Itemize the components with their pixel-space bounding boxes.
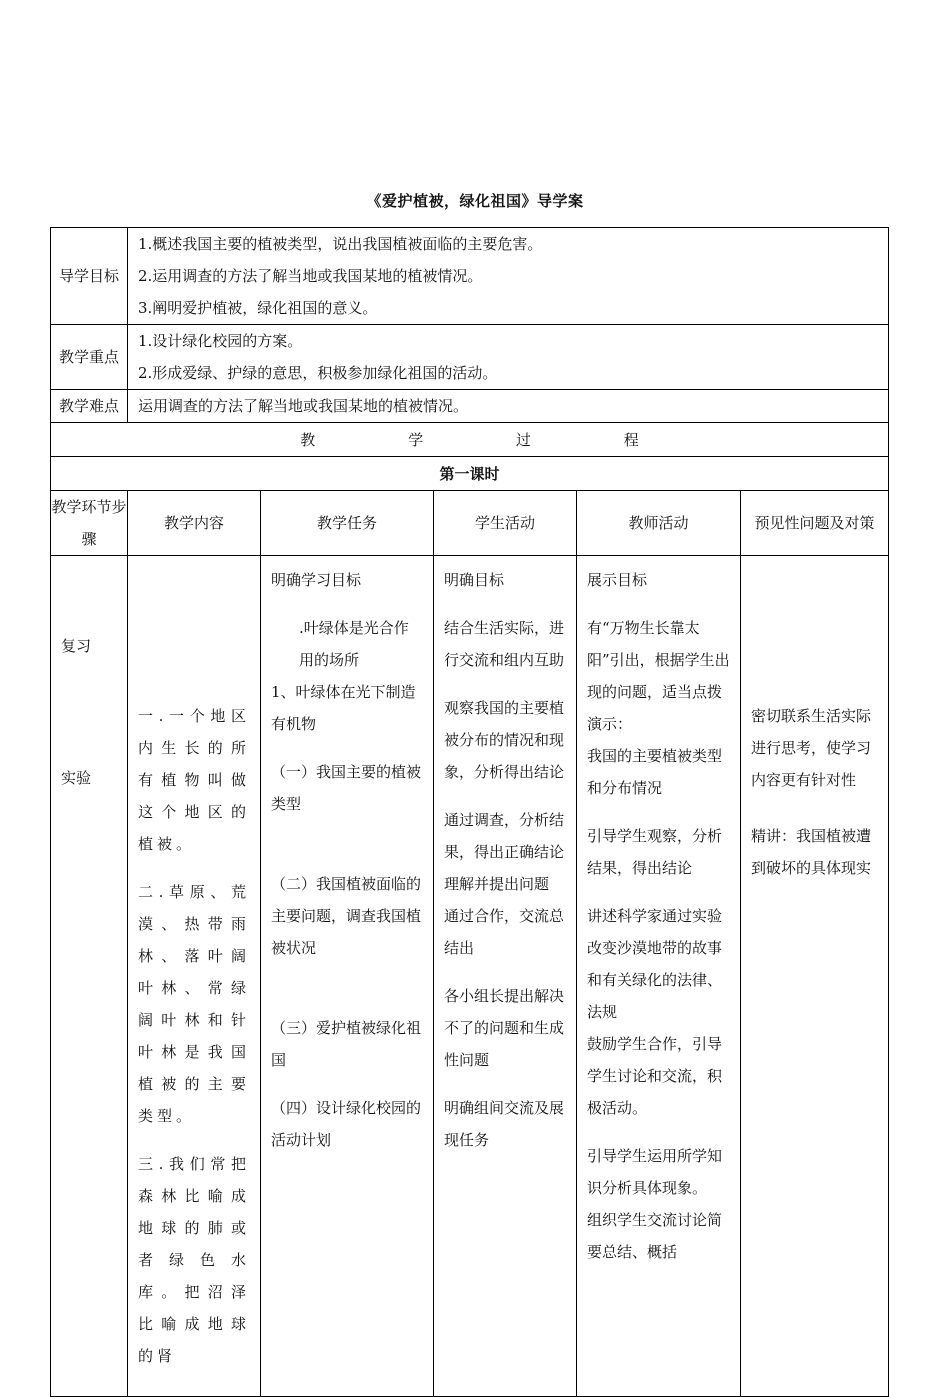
column-header-row <box>51 491 889 556</box>
process-heading-row <box>51 423 889 457</box>
student-item: 明确组间交流及展现任务 <box>444 1099 565 1149</box>
strategy-item: 精讲：我国植被遭到破坏的具体现实 <box>751 827 872 877</box>
lesson-title-row <box>51 457 889 491</box>
objective-line: 3.阐明爱护植被，绿化祖国的意义。 <box>138 299 378 317</box>
teacher-cell <box>577 556 741 1397</box>
content-item: 一.一个地区内生长的所有植物叫做这个地区的植被。 <box>138 707 250 853</box>
task-item: .叶绿体是光合作用的场所 <box>299 619 409 669</box>
process-heading-char: 程 <box>623 430 639 449</box>
student-item: 明确目标 <box>444 571 505 589</box>
difficulty-row <box>51 390 889 423</box>
strategy-cell <box>741 556 889 1397</box>
col-header-content: 教学内容 <box>128 491 261 556</box>
task-item: （三）爱护植被绿化祖国 <box>271 1019 422 1069</box>
process-heading-char: 过 <box>515 430 531 449</box>
lesson-plan-table <box>50 227 889 1397</box>
student-item: 各小组长提出解决不了的问题和生成性问题 <box>444 987 565 1069</box>
page-title: 《爱护植被，绿化祖国》导学案 <box>366 192 584 210</box>
teacher-item: 鼓励学生合作，引导学生讨论和交流，积极活动。 <box>587 1035 723 1117</box>
objectives-content <box>128 228 889 325</box>
teacher-item: 引导学生运用所学知识分析具体现象。 <box>587 1147 723 1197</box>
key-point-line: 2.形成爱绿、护绿的意思，积极参加绿化祖国的活动。 <box>138 364 498 382</box>
teacher-item: 有“万物生长靠太阳”引出，根据学生出现的问题，适当点拨 <box>587 619 730 701</box>
content-item: 三.我们常把森林比喻成地球的肺或者绿色水库。把沼泽比喻成地球的肾 <box>138 1155 250 1365</box>
col-header-strategy: 预见性问题及对策 <box>741 491 889 556</box>
task-item: 1、叶绿体在光下制造有机物 <box>271 683 416 733</box>
teacher-item: 我国的主要植被类型和分布情况 <box>587 747 723 797</box>
difficulty-label: 教学难点 <box>51 390 128 423</box>
difficulty-line: 运用调查的方法了解当地或我国某地的植被情况。 <box>138 397 469 415</box>
step-experiment: 实验 <box>61 769 92 787</box>
process-heading <box>51 423 889 457</box>
student-item: 结合生活实际，进行交流和组内互助 <box>444 619 565 669</box>
key-points-content <box>128 325 889 390</box>
tasks-cell <box>261 556 434 1397</box>
student-item: 通过合作，交流总结出 <box>444 907 565 957</box>
key-point-line: 1.设计绿化校园的方案。 <box>138 332 303 350</box>
task-item: （二）我国植被面临的主要问题，调查我国植被状况 <box>271 875 422 957</box>
student-item: 通过调查，分析结果，得出正确结论理解并提出问题 <box>444 811 565 893</box>
teacher-item: 演示： <box>587 715 633 733</box>
step-review: 复习 <box>61 637 92 655</box>
col-header-teacher: 教师活动 <box>577 491 741 556</box>
objectives-label: 导学目标 <box>51 228 128 325</box>
student-cell <box>434 556 577 1397</box>
content-item: 二.草原、荒漠、热带雨林、落叶阔叶林、常绿阔叶林和针叶林是我国植被的主要类型。 <box>138 883 250 1125</box>
key-points-row <box>51 325 889 390</box>
task-item: （一）我国主要的植被类型 <box>271 763 422 813</box>
process-body-row <box>51 556 889 1397</box>
col-header-tasks: 教学任务 <box>261 491 434 556</box>
process-heading-char: 学 <box>408 430 424 449</box>
key-points-label: 教学重点 <box>51 325 128 390</box>
lesson-title: 第一课时 <box>51 457 889 491</box>
task-item: （四）设计绿化校园的活动计划 <box>271 1099 422 1149</box>
col-header-steps: 教学环节步骤 <box>51 491 128 556</box>
teacher-item: 讲述科学家通过实验改变沙漠地带的故事和有关绿化的法律、法规 <box>587 907 723 1021</box>
content-cell <box>128 556 261 1397</box>
col-header-student: 学生活动 <box>434 491 577 556</box>
teacher-item: 引导学生观察，分析结果，得出结论 <box>587 827 723 877</box>
objective-line: 2.运用调查的方法了解当地或我国某地的植被情况。 <box>138 267 483 285</box>
teacher-item: 展示目标 <box>587 571 648 589</box>
objective-line: 1.概述我国主要的植被类型，说出我国植被面临的主要危害。 <box>138 235 543 253</box>
difficulty-content <box>128 390 889 423</box>
task-item: 明确学习目标 <box>271 571 362 589</box>
teacher-item: 组织学生交流讨论简要总结、概括 <box>587 1211 723 1261</box>
steps-cell <box>51 556 128 1397</box>
process-heading-char: 教 <box>300 430 316 449</box>
objectives-row <box>51 228 889 325</box>
student-item: 观察我国的主要植被分布的情况和现象，分析得出结论 <box>444 699 565 781</box>
strategy-item: 密切联系生活实际进行思考，使学习内容更有针对性 <box>751 707 872 789</box>
